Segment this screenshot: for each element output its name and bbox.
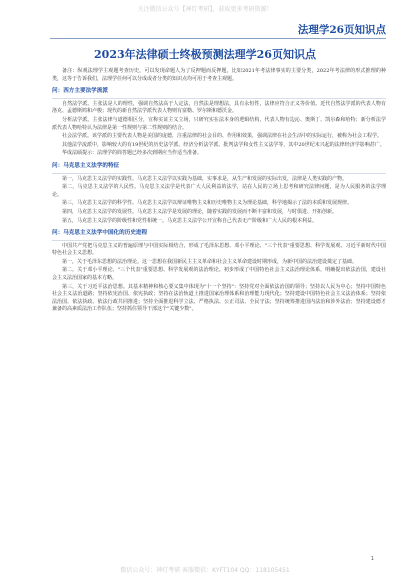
section-heading: 问：马克思主义法学中国化的历史进程 <box>52 230 148 237</box>
section-divider <box>52 240 386 241</box>
paragraph: 第四，马克思主义法学的发展性。马克思主义法学是发展的理论，随着实践的发展而不断丰富和发展，与时俱进、开拓创新。 <box>62 208 338 215</box>
paragraph: 其他法学流派中，影响较大的有19世纪的历史法学派、经济分析法学派、批判法学和女性主义法学等，其中20世纪末兴起的法律经济学影响甚广。 <box>62 141 385 148</box>
paragraph: 第一，关于毛泽东思想的法治理论。这一思想在我国新民主主义革命和社会主义革命建设时期形成，为新中国的法治建设奠定了基础。 <box>62 258 358 265</box>
intro-paragraph: 备注：纵观法理学主观题考查历史，可以发现命题人为了反押题而反押题，比如2021年考法律事实的主要分类，2022年考法律的形式推理的种类，这等于告诉我们，法理学任何可以分成或者分类的知识点均可用于考查主观题。 <box>52 68 386 82</box>
paragraph: 第二，马克思主义法学的人民性。马克思主义法学是代表广大人民利益的法学，站在人民的立场上思考和研究法律问题，是为人民服务的法学理论。 <box>52 184 386 198</box>
paragraph: 分析法学派。主张法律与道德相区分，宣称实证主义立场，只研究实在法本身的逻辑结构，代表人物有边沁、奥斯丁、凯尔森和哈特；新分析法学派代表人物哈特认为法律是第一性规则与第二性规则的结合。 <box>52 116 386 131</box>
paragraph: 第二，关于邓小平理论、"三个代表"重要思想、科学发展观的法治理论。初步形成了中国特色社会主义法治理论体系，明确提出依法治国，建设社会主义法治国家的基本方略。 <box>52 267 386 282</box>
section-heading: 问：马克思主义法学的特征 <box>52 162 120 169</box>
watermark-top: 关注微信公众号【神灯考研】，获取更多考研资源！ <box>137 6 273 13</box>
header-divider <box>50 38 386 39</box>
document-title: 2023年法律硕士终极预测法理学26页知识点 <box>94 48 316 61</box>
section-western-schools <box>52 88 386 158</box>
section-marxist-features <box>52 163 386 225</box>
paragraph: 第一，马克思主义法学的实践性。马克思主义法学以实践为基础，实事求是，从生产和发展的实际出发，法律是人类实践的产物。 <box>62 175 348 182</box>
paragraph: 第三，马克思主义法学的科学性。马克思主义法学以辩证唯物主义和历史唯物主义为理论基础，科学地揭示了法的本质和发展规律。 <box>62 200 353 207</box>
section-divider <box>52 173 386 174</box>
page-number: 1 <box>370 556 374 562</box>
section-sinicization <box>52 230 386 314</box>
section-heading: 问：西方主要法学流派 <box>52 88 108 95</box>
paragraph: 第五，马克思主义法学的阶级性和党性相统一。马克思主义法学公开宣称自己代表无产阶级和广大人民的根本利益。 <box>62 217 318 224</box>
paragraph: 华成法硕提示：法理学的简答题已经多次到期应当作适当准备。 <box>62 150 203 157</box>
paragraph: 自然法学派。主张法是人的理性，强调自然法高于人定法，自然法是理想法，具有永恒性，法律应符合正义等价值。近代自然法学派的代表人物有洛克、孟德斯鸠和卢梭；现代的新自然法学派代表人物则有富勒、罗尔斯和德沃金。 <box>52 100 386 115</box>
watermark-bottom: 微信公众号：神灯考研 客服微信：KYFT104 QQ：118105451 <box>120 567 290 574</box>
paragraph: 社会法学派。该学派的主要代表人物是美国的庞德，注重法律的社会目的、作用和效果，强调法律在社会生活中的实际运行，被称为社会工程学。 <box>62 133 383 140</box>
page-header: 法理学26页知识点 <box>297 24 386 36</box>
section-divider <box>52 98 386 99</box>
paragraph: 第三，关于习近平法治思想。其基本精神和核心要义集中体现为"十一个坚持"：坚持党对全面依法治国的领导；坚持以人民为中心；坚持中国特色社会主义法治道路；坚持依宪治国、依宪执政；坚持在法治轨道上推进国家治理体系和治理能力现代化；坚持建设中国特色社会主义法治体系；坚持依法治国、依法执政、依法行政共同推进；坚持全面推进科学立法、严格执法、公正司法、全民守法；坚持统筹推进国内法治和涉外法治；坚持建设德才兼备的高素质法治工作队伍；坚持抓住领导干部这个"关键少数"。 <box>52 283 386 313</box>
document-body <box>52 68 386 315</box>
paragraph: 中国共产党把马克思主义的普遍原理与中国实际相结合，形成了毛泽东思想、邓小平理论、"三个代表"重要思想、科学发展观、习近平新时代中国特色社会主义思想。 <box>52 242 386 257</box>
